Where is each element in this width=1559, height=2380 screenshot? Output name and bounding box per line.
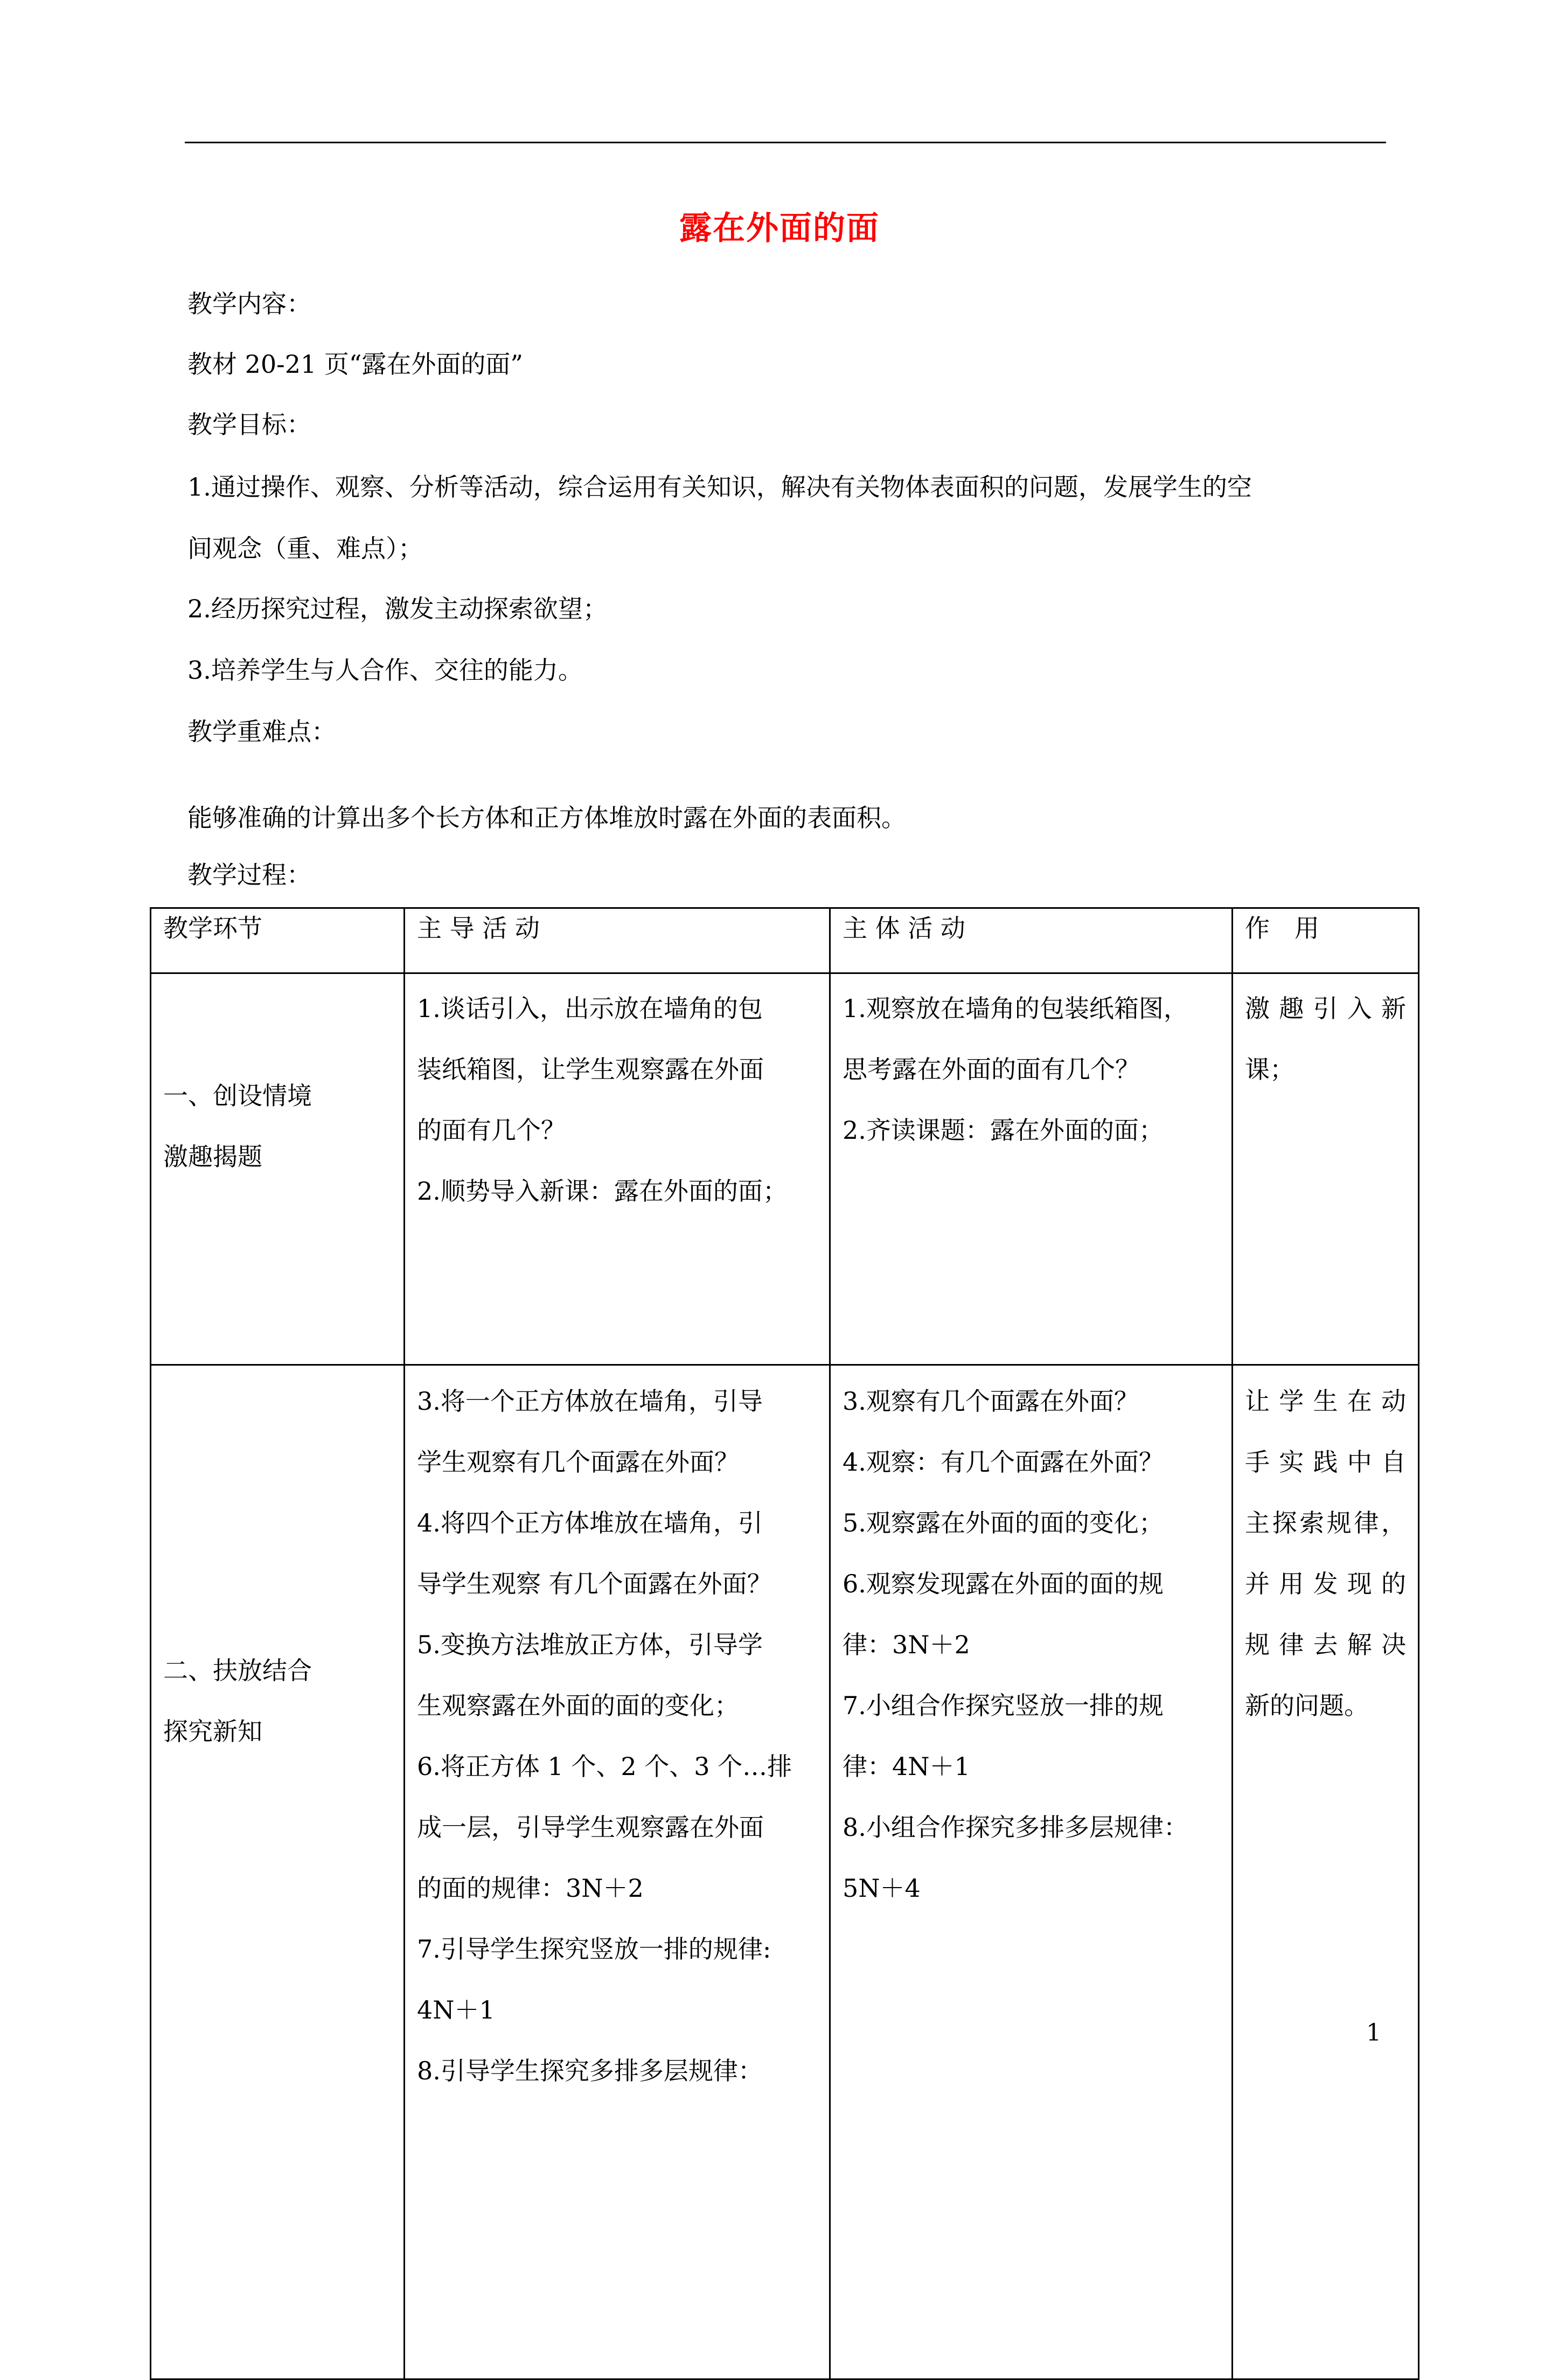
student-line: 律：3N＋2: [843, 1630, 970, 1659]
document-title: 露在外面的面: [679, 210, 880, 247]
stage-cell: [151, 973, 405, 1365]
paragraph-objective-1-cont: 间观念（重、难点）；: [187, 534, 423, 563]
table-row: [151, 1365, 1419, 2379]
header-lead-activity: 主 导 活 动: [405, 908, 830, 973]
student-activity-cell: [830, 973, 1233, 1365]
student-line: 1.观察放在墙角的包装纸箱图，: [843, 994, 1188, 1023]
purpose-line: 主探索规律，: [1245, 1508, 1406, 1537]
header-student-activity: 主 体 活 动: [830, 908, 1233, 973]
paragraph-key-points-label: 教学重难点：: [187, 717, 336, 746]
lead-activity-cell: [405, 1365, 830, 2379]
paragraph-objective-2: 2.经历探究过程，激发主动探索欲望；: [187, 594, 608, 623]
lead-line: 4N＋1: [417, 1995, 495, 2024]
student-line: 3.观察有几个面露在外面？: [843, 1387, 1139, 1416]
lead-line: 6.将正方体 1 个、2 个、3 个…排: [417, 1752, 792, 1781]
teaching-process-table: [150, 907, 1419, 2380]
student-activity-cell: [830, 1365, 1233, 2379]
paragraph-teaching-content-label: 教学内容：: [187, 289, 311, 318]
stage-line: 探究新知: [163, 1717, 262, 1746]
student-line: 7.小组合作探究竖放一排的规: [843, 1691, 1164, 1720]
lead-line: 的面的规律：3N＋2: [417, 1874, 644, 1903]
header-stage: 教学环节: [151, 908, 405, 973]
purpose-line: 规律去解决: [1245, 1630, 1406, 1659]
header-rule: [185, 142, 1386, 143]
student-line: 5.观察露在外面的面的变化；: [843, 1508, 1164, 1537]
table-header-row: [151, 908, 1419, 973]
purpose-line: 激趣引入新: [1245, 994, 1406, 1023]
stage-cell: [151, 1365, 405, 2379]
header-purpose: 作 用: [1233, 908, 1419, 973]
lead-line: 4.将四个正方体堆放在墙角，引: [417, 1508, 763, 1537]
lead-line: 成一层，引导学生观察露在外面: [417, 1813, 764, 1842]
table-row: [151, 973, 1419, 1365]
lead-line: 1.谈话引入，出示放在墙角的包: [417, 994, 763, 1023]
lead-line: 5.变换方法堆放正方体，引导学: [417, 1630, 763, 1659]
student-line: 6.观察发现露在外面的面的规: [843, 1569, 1164, 1598]
purpose-line: 手实践中自: [1245, 1448, 1406, 1477]
paragraph-process-label: 教学过程：: [187, 860, 311, 889]
paragraph-key-points: 能够准确的计算出多个长方体和正方体堆放时露在外面的表面积。: [187, 803, 906, 832]
lead-line: 导学生观察 有几个面露在外面？: [417, 1569, 772, 1598]
lead-line: 2.顺势导入新课：露在外面的面；: [417, 1177, 788, 1206]
purpose-line: 并用发现的: [1245, 1569, 1406, 1598]
lead-activity-cell: [405, 973, 830, 1365]
lead-line: 7.引导学生探究竖放一排的规律:: [417, 1934, 771, 1964]
stage-line: 一、创设情境: [163, 1081, 312, 1110]
stage-line: 激趣揭题: [163, 1142, 262, 1171]
student-line: 律：4N＋1: [843, 1752, 970, 1781]
purpose-line: 让学生在动: [1245, 1387, 1406, 1416]
lead-line: 3.将一个正方体放在墙角，引导: [417, 1387, 763, 1416]
paragraph-objective-3: 3.培养学生与人合作、交往的能力。: [187, 656, 583, 685]
purpose-line: 课；: [1245, 1055, 1294, 1084]
paragraph-textbook-pages: 教材 20-21 页“露在外面的面”: [187, 350, 523, 379]
student-line: 2.齐读课题：露在外面的面；: [843, 1116, 1164, 1145]
student-line: 8.小组合作探究多排多层规律：: [843, 1813, 1188, 1842]
student-line: 5N＋4: [843, 1874, 921, 1903]
lead-line: 装纸箱图，让学生观察露在外面: [417, 1055, 764, 1084]
paragraph-objective-1: 1.通过操作、观察、分析等活动，综合运用有关知识，解决有关物体表面积的问题，发展学生的空: [187, 472, 1252, 502]
paragraph-objectives-label: 教学目标：: [187, 410, 311, 439]
purpose-cell: [1233, 973, 1419, 1365]
lead-line: 8.引导学生探究多排多层规律：: [417, 2056, 763, 2085]
lead-line: 的面有几个？: [417, 1116, 566, 1145]
student-line: 4.观察：有几个面露在外面？: [843, 1448, 1164, 1477]
student-line: 思考露在外面的面有几个？: [843, 1055, 1140, 1084]
stage-line: 二、扶放结合: [163, 1656, 312, 1685]
lead-line: 生观察露在外面的面的变化；: [417, 1691, 739, 1720]
purpose-cell: [1233, 1365, 1419, 2379]
lead-line: 学生观察有几个面露在外面？: [417, 1448, 739, 1477]
page-number: 1: [1366, 2019, 1381, 2047]
purpose-line: 新的问题。: [1245, 1691, 1369, 1720]
